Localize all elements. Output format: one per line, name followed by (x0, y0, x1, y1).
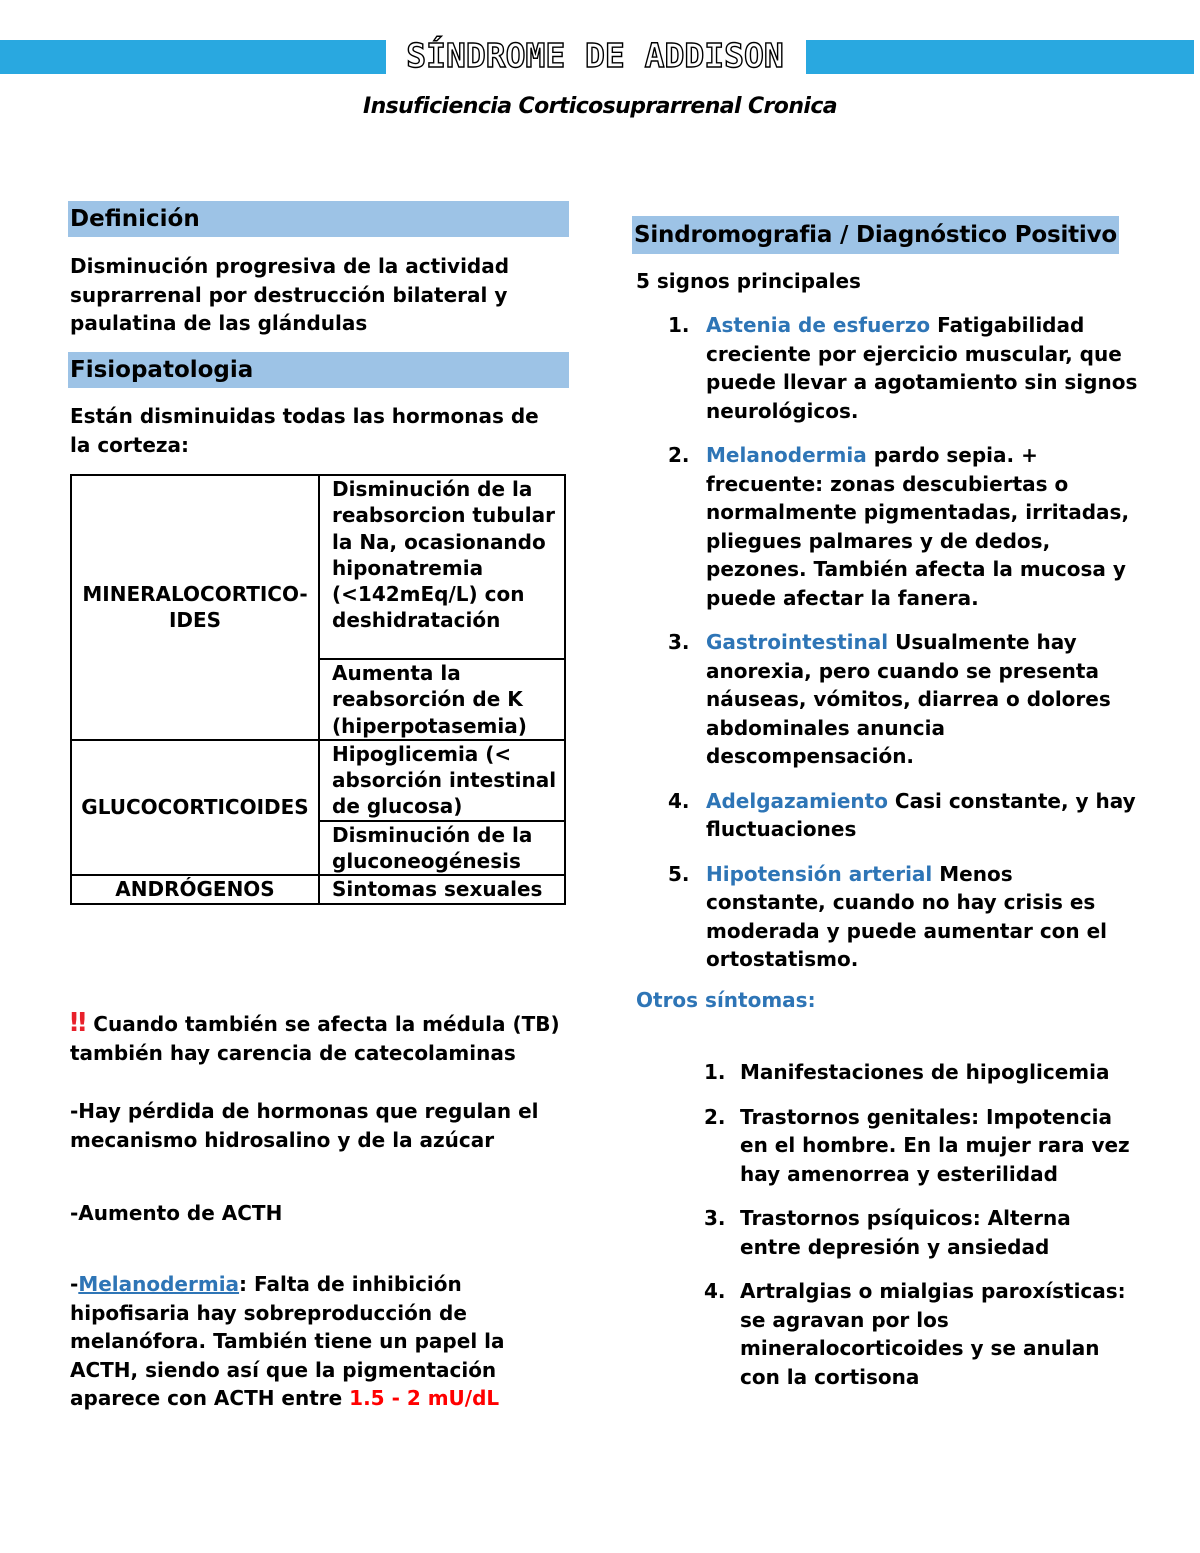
list-item (668, 628, 1138, 771)
list-item-number: 1. (668, 313, 690, 337)
mineralocorticoides-effect-2: Aumenta la reabsorción de K (hiperpotasemia) (319, 659, 565, 740)
sindromografia-heading: Sindromografia / Diagnóstico Positivo (632, 216, 1119, 254)
list-item-number: 3. (668, 630, 690, 654)
otro-text: Manifestaciones de hipoglicemia (740, 1060, 1110, 1084)
signos-intro: 5 signos principales (636, 269, 861, 293)
medula-note-text: Cuando también se afecta la médula (TB) también hay carencia de catecolaminas (70, 1012, 560, 1065)
hidrosalino-note: -Hay pérdida de hormonas que regulan el mecanismo hidrosalino y de la azúcar (70, 1099, 539, 1152)
mineralocorticoides-effect-1: Disminución de la reabsorcion tubular la Na, ocasionando hiponatremia (<142mEq/L) con deshidratación (319, 475, 565, 659)
otros-list (704, 1058, 1134, 1391)
list-item-number: 2. (704, 1104, 726, 1129)
otros-sintomas-heading: Otros síntomas: (636, 988, 816, 1012)
signo-term: Adelgazamiento (706, 788, 888, 813)
page-subtitle: Insuficiencia Corticosuprarrenal Cronica (362, 94, 838, 119)
otro-text: Trastornos genitales: Impotencia en el hombre. En la mujer rara vez hay amenorrea y esterilidad (740, 1104, 1130, 1186)
signos-list (668, 311, 1138, 974)
melanodermia-link[interactable]: Melanodermia (78, 1272, 240, 1296)
glucocorticoides-label: GLUCOCORTICOIDES (71, 740, 319, 875)
melanodermia-dash: - (70, 1272, 79, 1296)
signo-term: Astenia de esfuerzo (706, 313, 931, 337)
fisiopatologia-intro: Están disminuidas todas las hormonas de la corteza: (70, 404, 539, 457)
signo-term: Melanodermia (706, 443, 867, 467)
fisiopatologia-heading: Fisiopatologia (68, 352, 569, 388)
list-item-number: 4. (704, 1279, 726, 1303)
header-bar-right (806, 40, 1194, 74)
definicion-heading: Definición (68, 201, 569, 237)
list-item (704, 1277, 1134, 1391)
otro-text: Trastornos psíquicos: Alterna entre depresión y ansiedad (740, 1206, 1071, 1259)
melanodermia-text: : Falta de inhibición hipofisaria hay sobreproducción de melanófora. También tiene un papel la ACTH, siendo así que la pigmentación aparece con ACTH entre (70, 1272, 505, 1410)
acth-range-value: 1.5 - 2 mU/dL (349, 1386, 500, 1410)
androgenos-label: ANDRÓGENOS (71, 875, 319, 903)
list-item (704, 1204, 1134, 1261)
medula-note (70, 1009, 570, 1067)
glucocorticoides-effect-1: Hipoglicemia (< absorción intestinal de glucosa) (319, 740, 565, 821)
otro-text: Artralgias o mialgias paroxísticas: se agravan por los mineralocorticoides y se anulan con la cortisona (740, 1279, 1126, 1389)
list-item-number: 3. (704, 1206, 726, 1230)
header-bar-left (0, 40, 386, 74)
table-row (71, 740, 565, 821)
signo-text: Fatigabilidad creciente por ejercicio muscular, que puede llevar a agotamiento sin signos neurológicos. (706, 313, 1138, 423)
hormones-table (70, 474, 566, 905)
list-item (668, 787, 1138, 844)
list-item (668, 860, 1138, 974)
table-row (71, 475, 565, 659)
signo-text: Menos constante, cuando no hay crisis es moderada y puede aumentar con el ortostatismo. (706, 861, 1108, 971)
signo-term: Hipotensión arterial (706, 861, 933, 886)
list-item-number: 1. (704, 1060, 726, 1084)
double-exclamation-icon: ‼ (70, 1008, 87, 1038)
page-title: SÍNDROME DE ADDISON (406, 36, 784, 75)
signo-text: pardo sepia. + frecuente: zonas descubiertas o normalmente pigmentadas, irritadas, pliegues palmares y de dedos, pezones. También afecta la mucosa y puede afectar la fanera. (706, 443, 1130, 610)
list-item (704, 1058, 1134, 1087)
signo-text: Casi constante, y hay fluctuaciones (706, 788, 1136, 841)
list-item (668, 311, 1138, 425)
list-item-number: 2. (668, 443, 690, 467)
list-item-number: 5. (668, 861, 690, 886)
list-item-number: 4. (668, 788, 690, 813)
definicion-text: Disminución progresiva de la actividad suprarrenal por destrucción bilateral y paulatina de las glándulas (70, 254, 510, 335)
signo-term: Gastrointestinal (706, 630, 889, 654)
androgenos-effect-1: Sintomas sexuales (319, 875, 565, 903)
melanodermia-note (70, 1270, 540, 1413)
glucocorticoides-effect-2: Disminución de la gluconeogénesis (319, 821, 565, 876)
list-item (704, 1103, 1134, 1189)
acth-note: -Aumento de ACTH (70, 1201, 283, 1225)
table-row (71, 875, 565, 903)
list-item (668, 441, 1138, 612)
signo-text: Usualmente hay anorexia, pero cuando se presenta náuseas, vómitos, diarrea o dolores abdominales anuncia descompensación. (706, 630, 1111, 768)
mineralocorticoides-label: MINERALOCORTICO-IDES (71, 475, 319, 740)
